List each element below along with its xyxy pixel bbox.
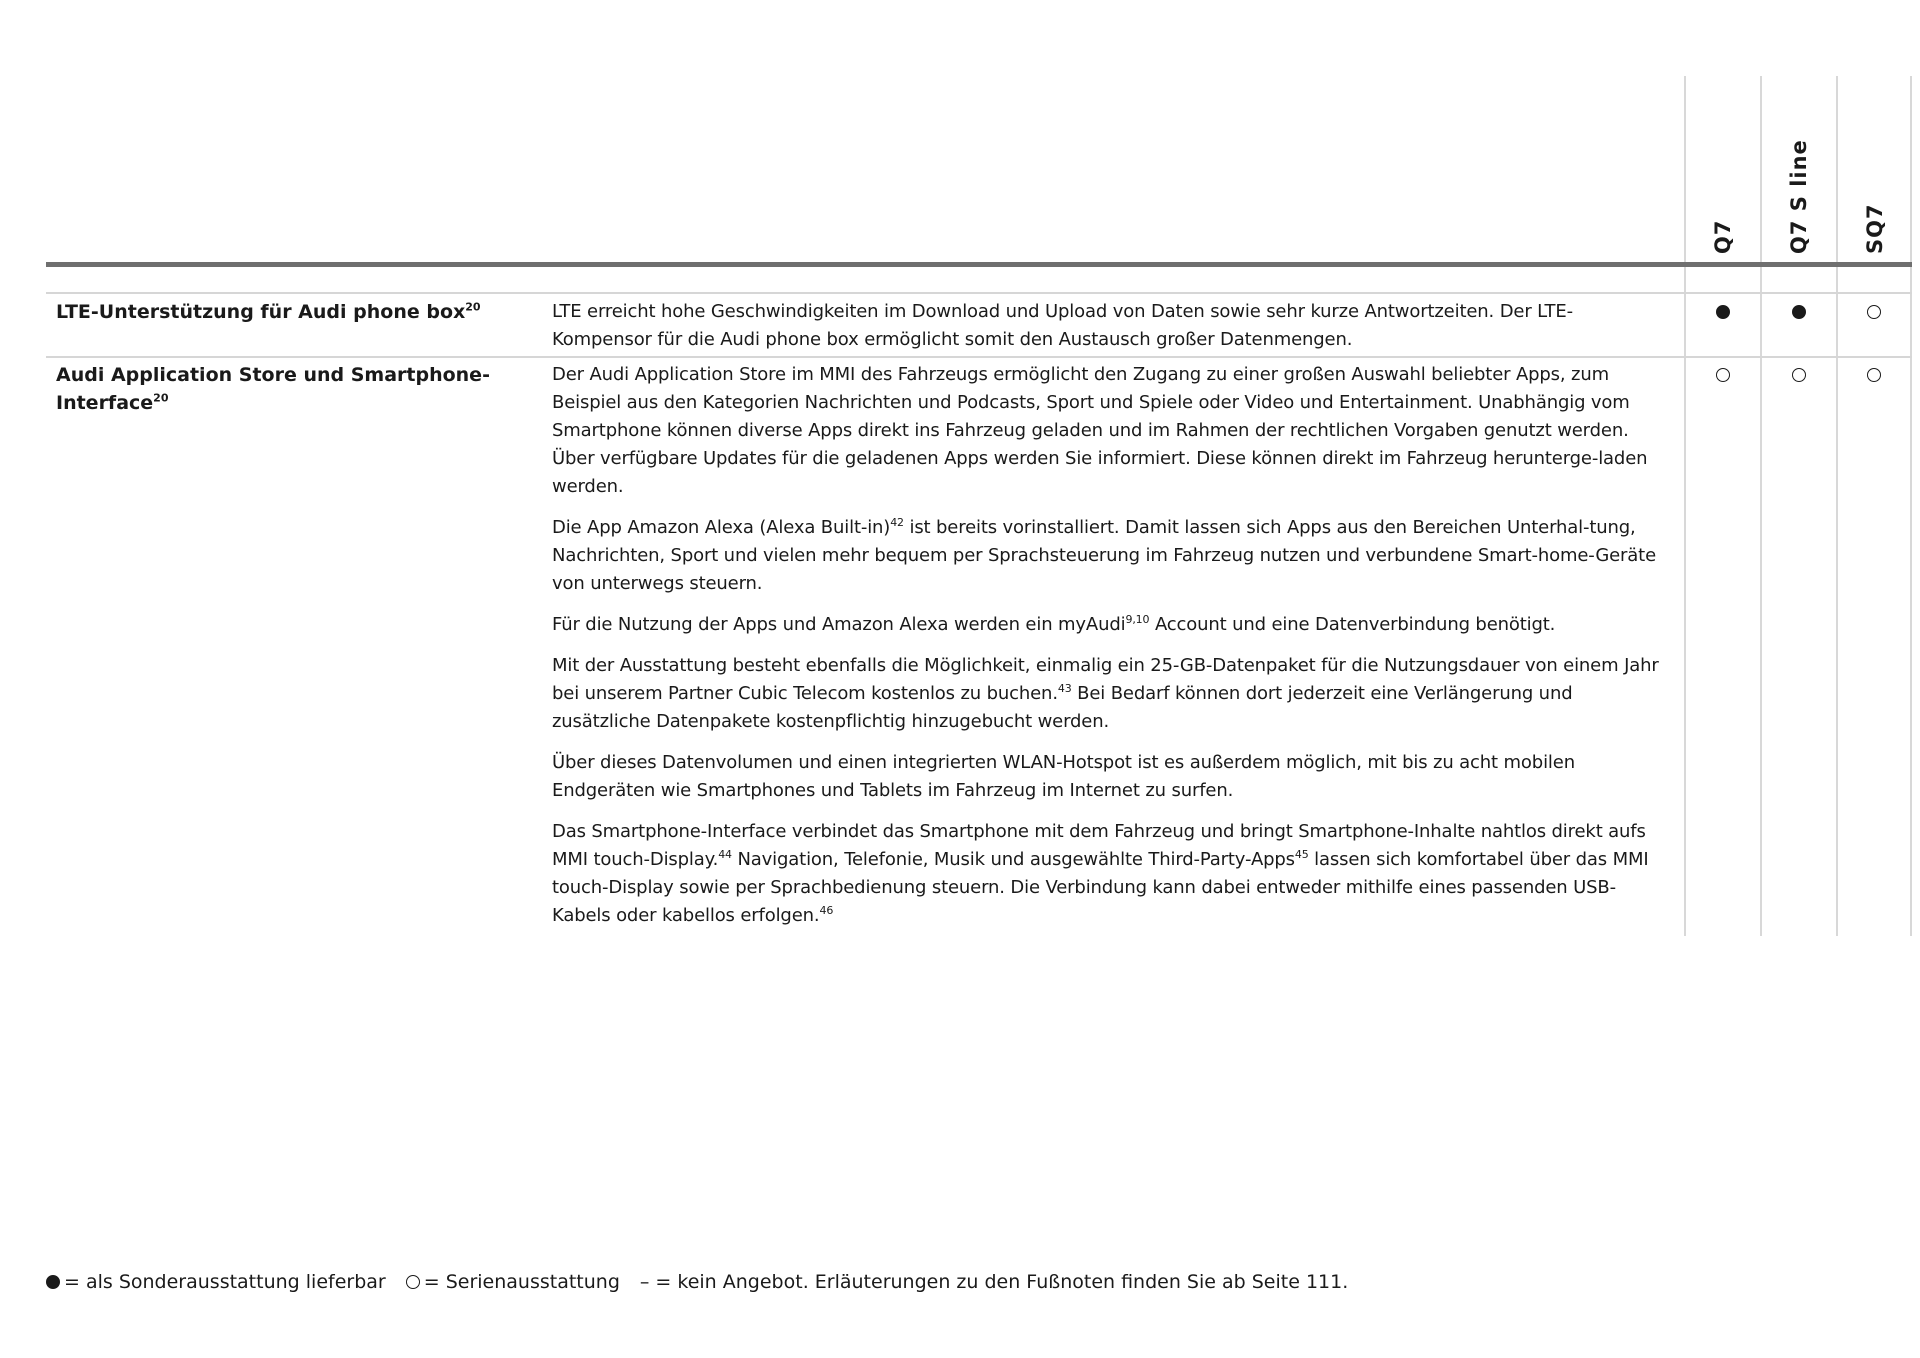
- header-rule: [46, 262, 1912, 267]
- row-divider: [46, 292, 1912, 294]
- legend-optional: = als Sonderausstattung lieferbar: [64, 1271, 386, 1293]
- column-header-q7-s-line: [1762, 76, 1836, 258]
- filled-circle-icon: [1792, 305, 1806, 319]
- feature-name-app-store: Audi Application Store und Smartphone-Interface$^{20}$: [56, 364, 490, 414]
- open-circle-icon: [1867, 305, 1881, 319]
- filled-circle-icon: [1716, 305, 1730, 319]
- open-circle-icon: [1792, 368, 1806, 382]
- legend-none: – = kein Angebot. Erläuterungen zu den Fußnoten finden Sie ab Seite 111.: [639, 1271, 1349, 1293]
- description-paragraph: Der Audi Application Store im MMI des Fahrzeugs ermöglicht den Zugang zu einer großen Auswahl beliebter Apps, zum Beispiel aus den Kategorien Nachrichten und Podcasts, Sport und Spiele oder Video und Entertainment. Unabhängig vom Smartphone können diverse Apps direkt ins Fahrzeug geladen und im Rahmen der rechtlichen Vorgaben genutzt werden. Über verfügbare Updates für die geladenen Apps werden Sie informiert. Diese können direkt im Fahrzeug herunterge-laden werden.: [552, 364, 1648, 497]
- description-paragraph: Für die Nutzung der Apps und Amazon Alexa werden ein myAudi$^{9,10}$ Account und eine Datenverbindung benötigt.: [552, 613, 1556, 635]
- column-header-label: SQ7: [1863, 203, 1887, 254]
- filled-circle-icon: [46, 1275, 60, 1289]
- footnote-ref: 43: [1057, 682, 1072, 695]
- column-header-label: Q7 S line: [1787, 139, 1811, 254]
- legend: [46, 1268, 1348, 1296]
- footnote-ref: 44: [718, 848, 732, 861]
- description-paragraph: Das Smartphone-Interface verbindet das Smartphone mit dem Fahrzeug und bringt Smartphone-Inhalte nahtlos direkt aufs MMI touch-Display.$^{44}$ Navigation, Telefonie, Musik und ausgewählte Third-Party-Apps$^{45}$ lassen sich komfortabel über das MMI touch-Display sowie per Sprachbedienung steuern. Die Verbindung kann dabei entweder mithilfe eines passenden USB-Kabels oder kabellos erfolgen.$^{46}$: [552, 821, 1649, 926]
- description-paragraph: Über dieses Datenvolumen und einen integrierten WLAN-Hotspot ist es außerdem möglich, mit bis zu acht mobilen Endgeräten wie Smartphones und Tablets im Fahrzeug im Internet zu surfen.: [552, 752, 1575, 801]
- feature-description-app-store: [552, 361, 1670, 943]
- footnote-ref: 45: [1294, 848, 1309, 861]
- open-circle-icon: [1867, 368, 1881, 382]
- row-divider: [46, 356, 1912, 358]
- column-header-label: Q7: [1711, 219, 1735, 254]
- column-header-q7: [1686, 76, 1760, 258]
- footnote-ref: 9,10: [1125, 613, 1150, 626]
- footnote-ref: 46: [819, 904, 834, 917]
- open-circle-icon: [1716, 368, 1730, 382]
- legend-standard: = Serienausstattung: [423, 1271, 620, 1293]
- description-paragraph: Mit der Ausstattung besteht ebenfalls die Möglichkeit, einmalig ein 25-GB-Datenpaket für die Nutzungsdauer von einem Jahr bei unserem Partner Cubic Telecom kostenlos zu buchen.$^{43}$ Bei Bedarf können dort jederzeit eine Verlängerung und zusätzliche Datenpakete kostenpflichtig hinzugebucht werden.: [552, 655, 1659, 732]
- footnote-ref: 42: [890, 516, 904, 529]
- feature-name-lte: LTE-Unterstützung für Audi phone box$^{20}$: [56, 300, 481, 323]
- description-paragraph: Die App Amazon Alexa (Alexa Built-in)$^{42}$ ist bereits vorinstalliert. Damit lassen sich Apps aus den Bereichen Unterhal-tung, Nachrichten, Sport und vielen mehr bequem per Sprachsteuerung im Fahrzeug nutzen und verbundene Smart-home-Geräte von unterwegs steuern.: [552, 516, 1656, 594]
- description-paragraph: LTE erreicht hohe Geschwindigkeiten im Download und Upload von Daten sowie sehr kurze Antwortzeiten. Der LTE-Kompensor für die Audi phone box ermöglicht somit den Austausch großer Datenmengen.: [552, 301, 1573, 350]
- open-circle-icon: [406, 1275, 420, 1289]
- column-header-sq7: [1838, 76, 1912, 258]
